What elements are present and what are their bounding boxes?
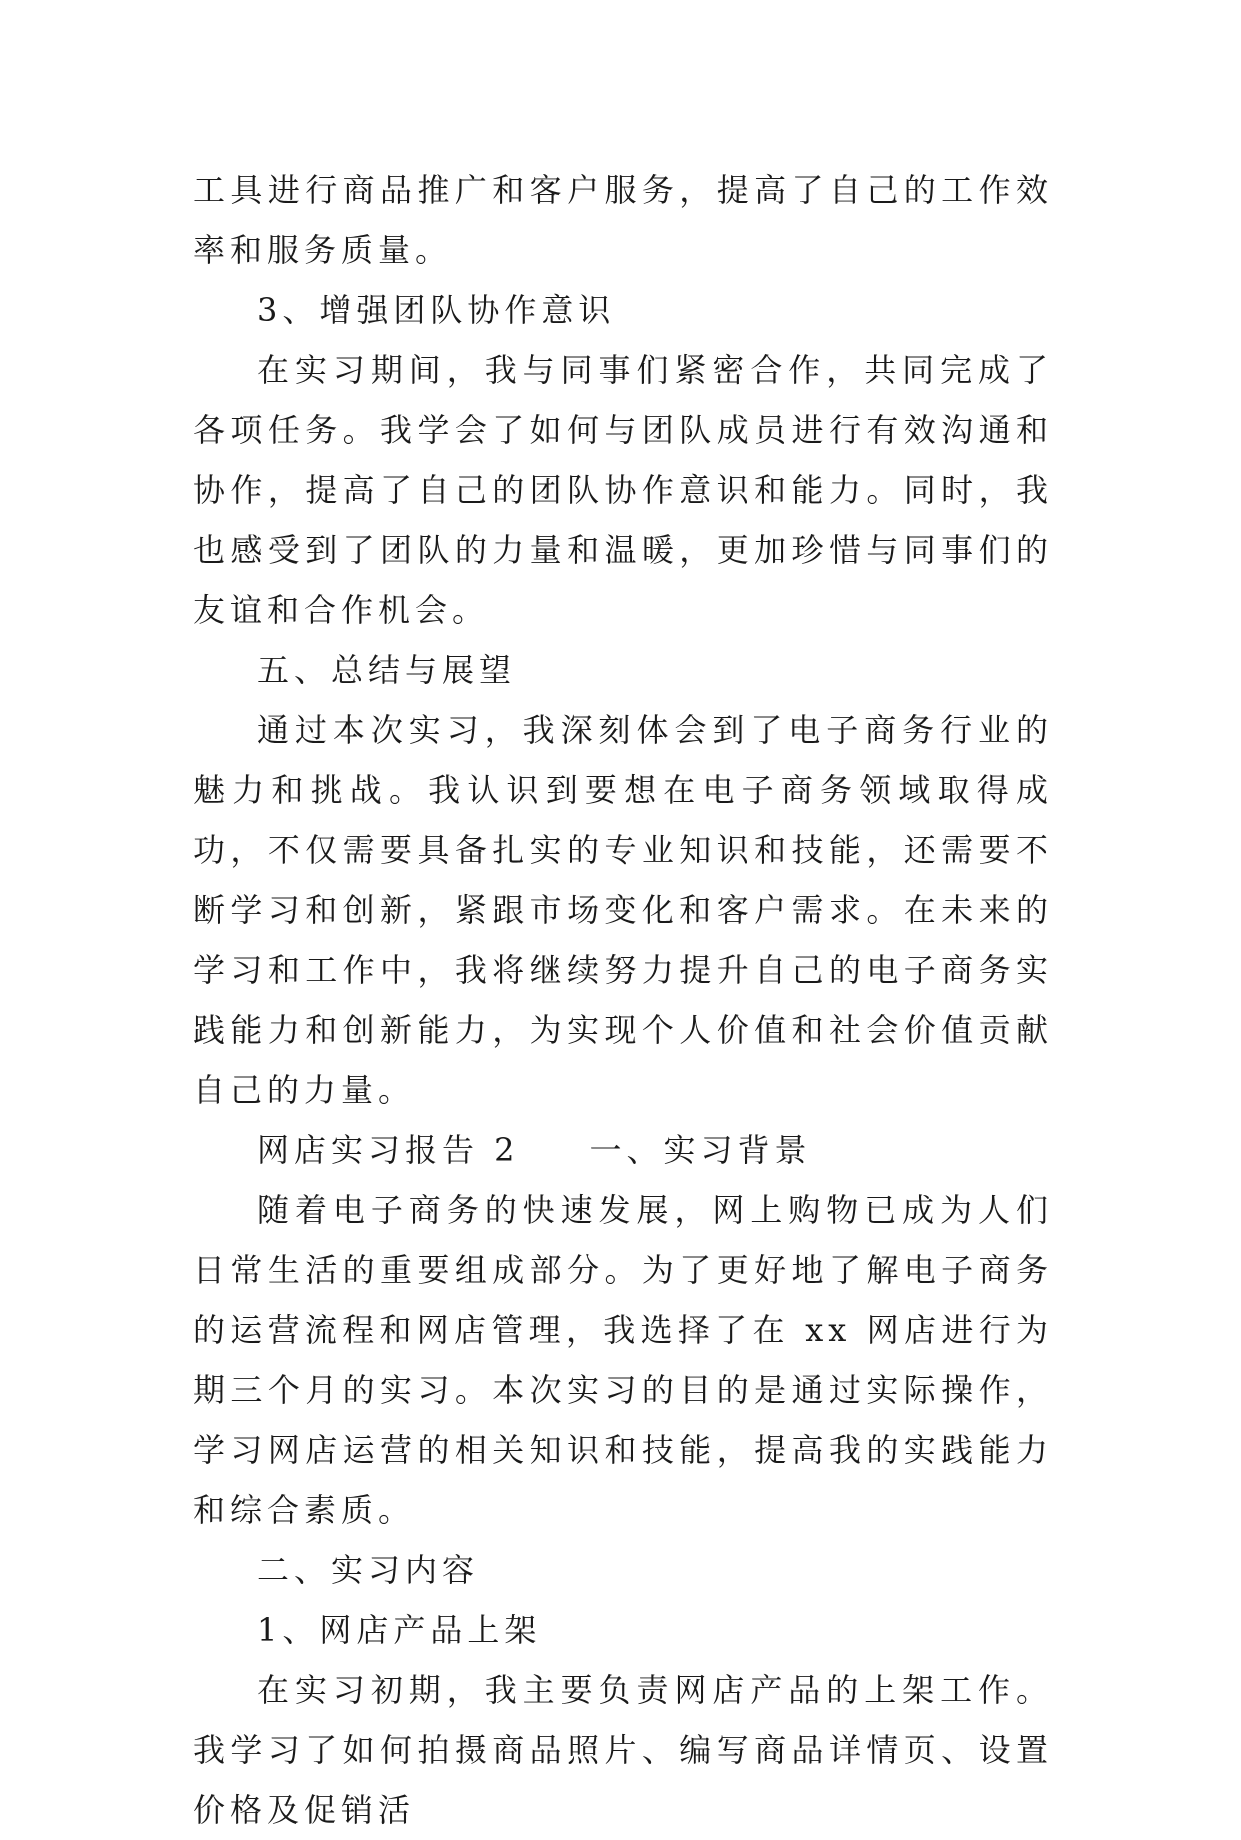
- paragraph-product-listing: 在实习初期，我主要负责网店产品的上架工作。我学习了如何拍摄商品照片、编写商品详情页、设置价格及促销活: [193, 1671, 1053, 1829]
- report-title-line: [193, 1120, 1053, 1180]
- section-heading-content: 二、实习内容: [257, 1551, 480, 1589]
- paragraph-background: 随着电子商务的快速发展，网上购物已成为人们日常生活的重要组成部分。为了更好地了解电子商务的运营流程和网店管理，我选择了在 xx 网店进行为期三个月的实习。本次实习的目的是通过实际操作，学习网店运营的相关知识和技能，提高我的实践能力和综合素质。: [193, 1191, 1053, 1529]
- section-heading-background: 一、实习背景: [589, 1131, 812, 1169]
- subheading-team-collaboration: 3、增强团队协作意识: [257, 291, 616, 329]
- section-heading-summary: 五、总结与展望: [257, 651, 517, 689]
- document-body: [193, 160, 1053, 1840]
- subheading-product-listing: 1、网店产品上架: [257, 1611, 542, 1649]
- paragraph-team-collaboration: 在实习期间，我与同事们紧密合作，共同完成了各项任务。我学会了如何与团队成员进行有效沟通和协作，提高了自己的团队协作意识和能力。同时，我也感受到了团队的力量和温暖，更加珍惜与同事们的友谊和合作机会。: [193, 351, 1053, 629]
- paragraph-summary: 通过本次实习，我深刻体会到了电子商务行业的魅力和挑战。我认识到要想在电子商务领域取得成功，不仅需要具备扎实的专业知识和技能，还需要不断学习和创新，紧跟市场变化和客户需求。在未来的学习和工作中，我将继续努力提升自己的电子商务实践能力和创新能力，为实现个人价值和社会价值贡献自己的力量。: [193, 711, 1053, 1109]
- report-title: 网店实习报告 2: [257, 1131, 520, 1169]
- paragraph-continued: 工具进行商品推广和客户服务，提高了自己的工作效率和服务质量。: [193, 171, 1053, 269]
